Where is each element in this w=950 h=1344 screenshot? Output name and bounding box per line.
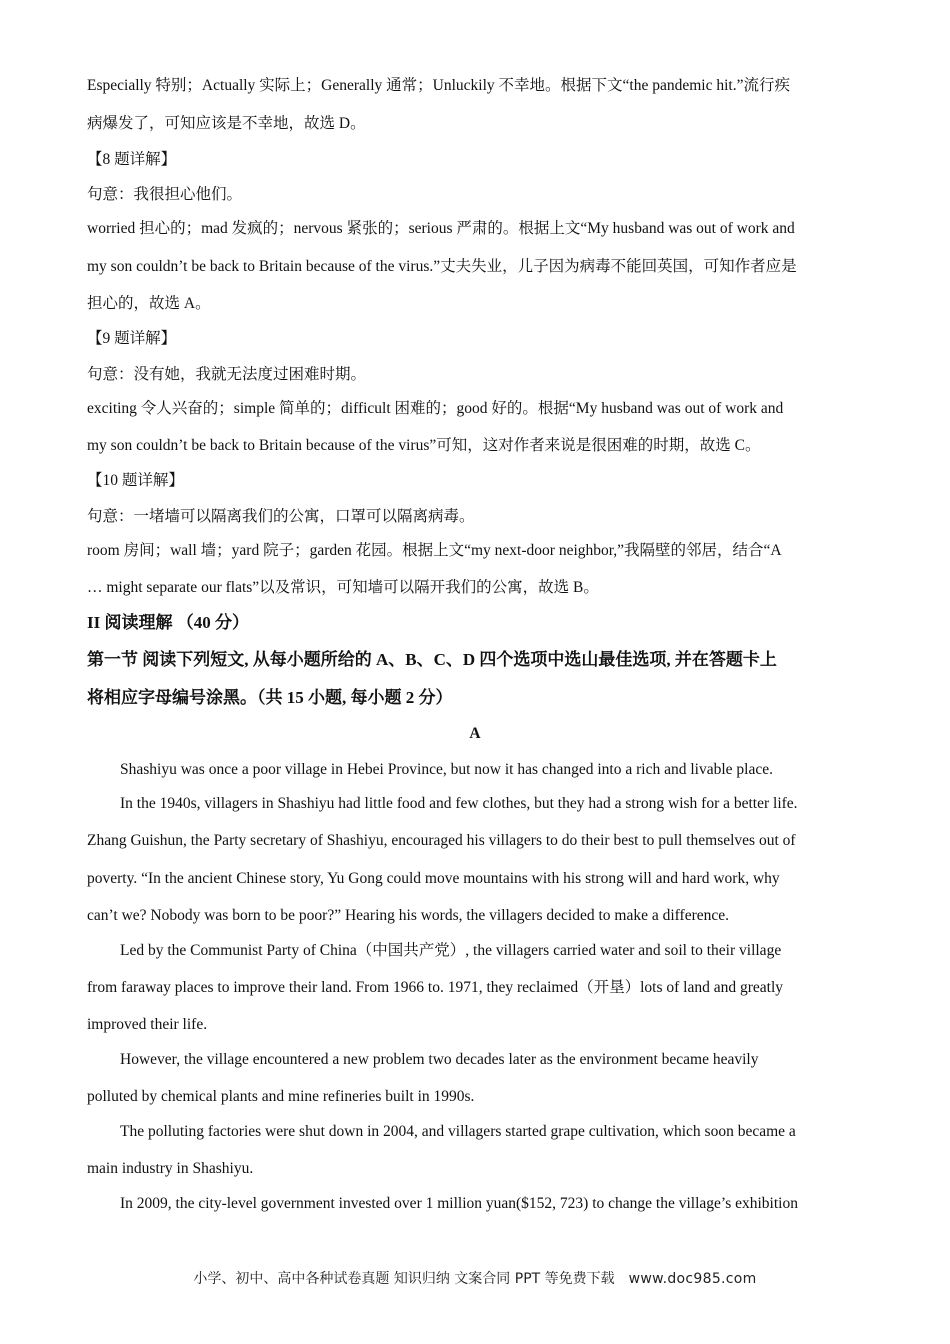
passage-paragraph-2-line-3: poverty. “In the ancient Chinese story, Yu Gong could move mountains with his strong will and hard work, why: [87, 870, 780, 887]
passage-paragraph-2-line-4: can’t we? Nobody was born to be poor?” Hearing his words, the villagers decided to make a difference.: [87, 907, 730, 924]
section-instruction-line-2: 将相应字母编号涂黑。（共 15 小题, 每小题 2 分）: [87, 688, 453, 707]
passage-paragraph-3-line-3: improved their life.: [87, 1016, 208, 1033]
passage-paragraph-4-line-2: polluted by chemical plants and mine refineries built in 1990s.: [87, 1088, 475, 1105]
passage-paragraph-6-line-1: In 2009, the city-level government invested over 1 million yuan($152, 723) to change the village’s exhibition: [120, 1195, 798, 1212]
passage-paragraph-5-line-1: The polluting factories were shut down in 2004, and villagers started grape cultivation, which soon became a: [120, 1123, 796, 1140]
q8-conclusion-text: 担心的，故选 A。: [87, 295, 211, 312]
section-instruction-line-1: 第一节 阅读下列短文, 从每小题所给的 A、B、C、D 四个选项中选山最佳选项, 并在答题卡上: [87, 650, 777, 669]
footer-link[interactable]: www.doc985.com: [628, 1271, 757, 1287]
passage-paragraph-2-line-2: Zhang Guishun, the Party secretary of Shashiyu, encouraged his villagers to do their best to pull themselves out of: [87, 832, 796, 849]
q8-meaning-text: 句意：我很担心他们。: [87, 186, 243, 203]
passage-paragraph-3-line-1: Led by the Communist Party of China（中国共产党）, the villagers carried water and soil to their village: [120, 942, 782, 959]
q9-header: 【9 题详解】: [87, 330, 177, 347]
q8-context-text: my son couldn’t be back to Britain because of the virus.”丈夫失业，儿子因为病毒不能回英国，可知作者应是: [87, 258, 797, 275]
passage-paragraph-2-line-1: In the 1940s, villagers in Shashiyu had little food and few clothes, but they had a strong wish for a better life.: [120, 795, 798, 812]
q9-context-text: my son couldn’t be back to Britain because of the virus”可知，这对作者来说是很困难的时期，故选 C。: [87, 437, 761, 454]
passage-paragraph-3-line-2: from faraway places to improve their land. From 1966 to. 1971, they reclaimed（开垦）lots of land and greatly: [87, 979, 784, 996]
q9-options-text: exciting 令人兴奋的；simple 简单的；difficult 困难的；good 好的。根据“My husband was out of work and: [87, 400, 784, 417]
q10-options-text: room 房间；wall 墙；yard 院子；garden 花园。根据上文“my next-door neighbor,”我隔壁的邻居，结合“A: [87, 542, 782, 559]
q8-options-text: worried 担心的；mad 发疯的；nervous 紧张的；serious 严肃的。根据上文“My husband was out of work and: [87, 220, 795, 237]
passage-paragraph-5-line-2: main industry in Shashiyu.: [87, 1160, 254, 1177]
passage-paragraph-4-line-1: However, the village encountered a new problem two decades later as the environment became heavily: [120, 1051, 759, 1068]
page-footer: [0, 1268, 950, 1288]
footer-text: 小学、初中、高中各种试卷真题 知识归纳 文案合同 PPT 等免费下载: [193, 1271, 615, 1287]
q7-conclusion-text: 病爆发了，可知应该是不幸地，故选 D。: [87, 115, 366, 132]
q8-header: 【8 题详解】: [87, 151, 177, 168]
section-title: II 阅读理解 （40 分）: [87, 613, 249, 632]
q10-context-text: … might separate our flats”以及常识，可知墙可以隔开我们的公寓，故选 B。: [87, 579, 599, 596]
q10-meaning-text: 句意：一堵墙可以隔离我们的公寓，口罩可以隔离病毒。: [87, 508, 475, 525]
passage-paragraph-1: Shashiyu was once a poor village in Hebei Province, but now it has changed into a rich and livable place.: [120, 761, 773, 778]
q9-meaning-text: 句意：没有她，我就无法度过困难时期。: [87, 366, 367, 383]
passage-label: A: [469, 725, 481, 742]
q10-header: 【10 题详解】: [87, 472, 184, 489]
q7-options-text: Especially 特别；Actually 实际上；Generally 通常；Unluckily 不幸地。根据下文“the pandemic hit.”流行疾: [87, 77, 790, 94]
